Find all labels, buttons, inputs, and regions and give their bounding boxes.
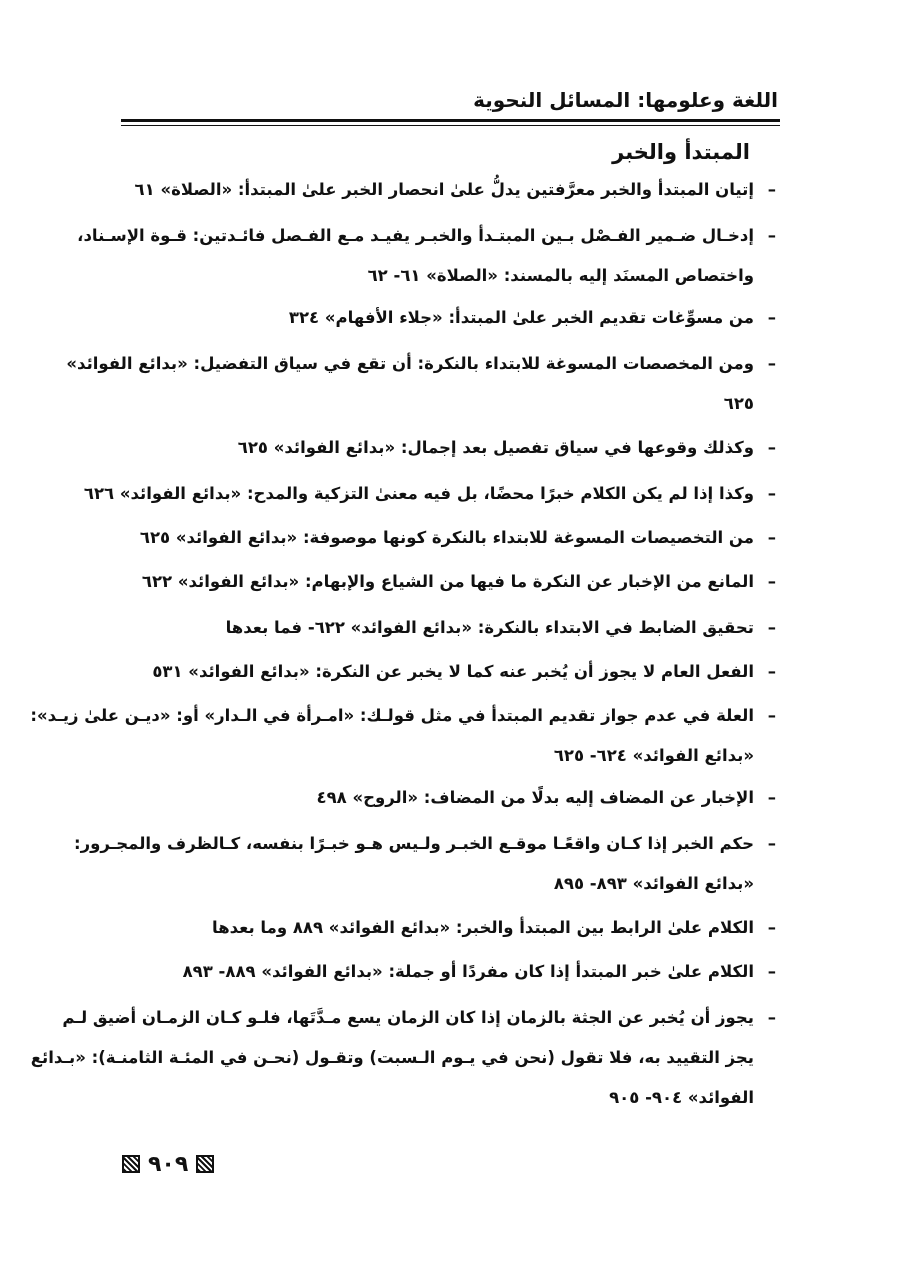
list-item — [114, 908, 776, 948]
bullet-dash: – — [767, 572, 776, 591]
list-item — [114, 952, 776, 992]
entry-line: الكلام علىٰ الرابط بين المبتدأ والخبر: «بدائع الفوائد» ٨٨٩ وما بعدها — [212, 918, 754, 937]
entry-line: العلة في عدم جواز تقديم المبتدأ في مثل قولـك: «امـرأة في الـدار» أو: «ديـن علىٰ زيـد»: — [30, 706, 754, 725]
entry-line: واختصاص المسنَد إليه بالمسند: «الصلاة» ٦١- ٦٢ — [367, 266, 754, 285]
entry-line: الفعل العام لا يجوز أن يُخبر عنه كما لا يخبر عن النكرة: «بدائع الفوائد» ٥٣١ — [152, 662, 754, 681]
page-folio — [122, 1150, 214, 1178]
list-item — [114, 428, 776, 468]
entry-line: ومن المخصصات المسوغة للابتداء بالنكرة: أن تقع في سياق التفضيل: «بدائع الفوائد» — [66, 354, 754, 373]
section-title: المبتدأ والخبر — [612, 140, 750, 164]
list-item — [74, 824, 776, 904]
bullet-dash: – — [767, 962, 776, 981]
running-header: اللغة وعلومها: المسائل النحوية — [473, 88, 778, 112]
entry-line: المانع من الإخبار عن النكرة ما فيها من الشياع والإبهام: «بدائع الفوائد» ٦٢٢ — [141, 572, 754, 591]
list-item — [83, 474, 776, 514]
list-item — [114, 298, 776, 338]
entry-line: الفوائد» ٩٠٤- ٩٠٥ — [609, 1088, 754, 1107]
bullet-dash: – — [767, 1008, 776, 1027]
bullet-dash: – — [767, 484, 776, 503]
bullet-dash: – — [767, 308, 776, 327]
entry-line: حكم الخبر إذا كـان واقعًـا موقـع الخبـر ولـيس هـو خبـرًا بنفسه، كـالظرف والمجـرور: — [74, 834, 754, 853]
bullet-dash: – — [767, 226, 776, 245]
entry-line: ٦٢٥ — [723, 394, 754, 413]
page-number: ٩٠٩ — [148, 1151, 189, 1177]
entry-line: يجوز أن يُخبر عن الجثة بالزمان إذا كان الزمان يسع مـدَّتَها، فلـو كـان الزمـان أضيق لـم — [62, 1008, 754, 1027]
list-item — [114, 652, 776, 692]
bullet-dash: – — [767, 618, 776, 637]
list-item — [114, 170, 776, 210]
entry-line: الكلام علىٰ خبر المبتدأ إذا كان مفردًا أو جملة: «بدائع الفوائد» ٨٨٩- ٨٩٣ — [182, 962, 754, 981]
bullet-dash: – — [767, 180, 776, 199]
bullet-dash: – — [767, 438, 776, 457]
entry-line: وكذا إذا لم يكن الكلام خبرًا محضًا، بل فيه معنىٰ التزكية والمدح: «بدائع الفوائد» ٦٢٦ — [83, 484, 754, 503]
bullet-dash: – — [767, 706, 776, 725]
entry-line: «بدائع الفوائد» ٦٢٤- ٦٢٥ — [553, 746, 754, 765]
entry-line: إتيان المبتدأ والخبر معرَّفتين يدلُّ علىٰ انحصار الخبر علىٰ المبتدأ: «الصلاة» ٦١ — [134, 180, 754, 199]
list-item — [30, 998, 776, 1118]
bullet-dash: – — [767, 662, 776, 681]
entry-line: وكذلك وقوعها في سياق تفصيل بعد إجمال: «بدائع الفوائد» ٦٢٥ — [237, 438, 754, 457]
entry-line: تحقيق الضابط في الابتداء بالنكرة: «بدائع الفوائد» ٦٢٢- فما بعدها — [225, 618, 754, 637]
list-item — [114, 778, 776, 818]
bullet-dash: – — [767, 354, 776, 373]
entry-line: من التخصيصات المسوغة للابتداء بالنكرة كونها موصوفة: «بدائع الفوائد» ٦٢٥ — [139, 528, 754, 547]
list-item — [114, 562, 776, 602]
entry-line: الإخبار عن المضاف إليه بدلًا من المضاف: «الروح» ٤٩٨ — [316, 788, 754, 807]
bullet-dash: – — [767, 528, 776, 547]
bullet-dash: – — [767, 788, 776, 807]
ornament-icon — [196, 1155, 214, 1173]
list-item — [114, 518, 776, 558]
list-item — [114, 608, 776, 648]
list-item — [77, 216, 776, 296]
list-item — [30, 696, 776, 776]
entry-line: يجز التقييد به، فلا تقول (نحن في يـوم الـسبت) وتقـول (نحـن في المئـة الثامنـة): «بـدائع — [30, 1048, 754, 1067]
list-item — [66, 344, 776, 424]
ornament-icon — [122, 1155, 140, 1173]
entry-line: إدخـال ضـمير الفـصْل بـين المبتـدأ والخبـر يفيـد مـع الفـصل فائـدتين: قـوة الإسـناد، — [77, 226, 754, 245]
entry-line: «بدائع الفوائد» ٨٩٣- ٨٩٥ — [553, 874, 754, 893]
bullet-dash: – — [767, 918, 776, 937]
bullet-dash: – — [767, 834, 776, 853]
entry-line: من مسوِّغات تقديم الخبر علىٰ المبتدأ: «جلاء الأفهام» ٣٢٤ — [288, 308, 754, 327]
